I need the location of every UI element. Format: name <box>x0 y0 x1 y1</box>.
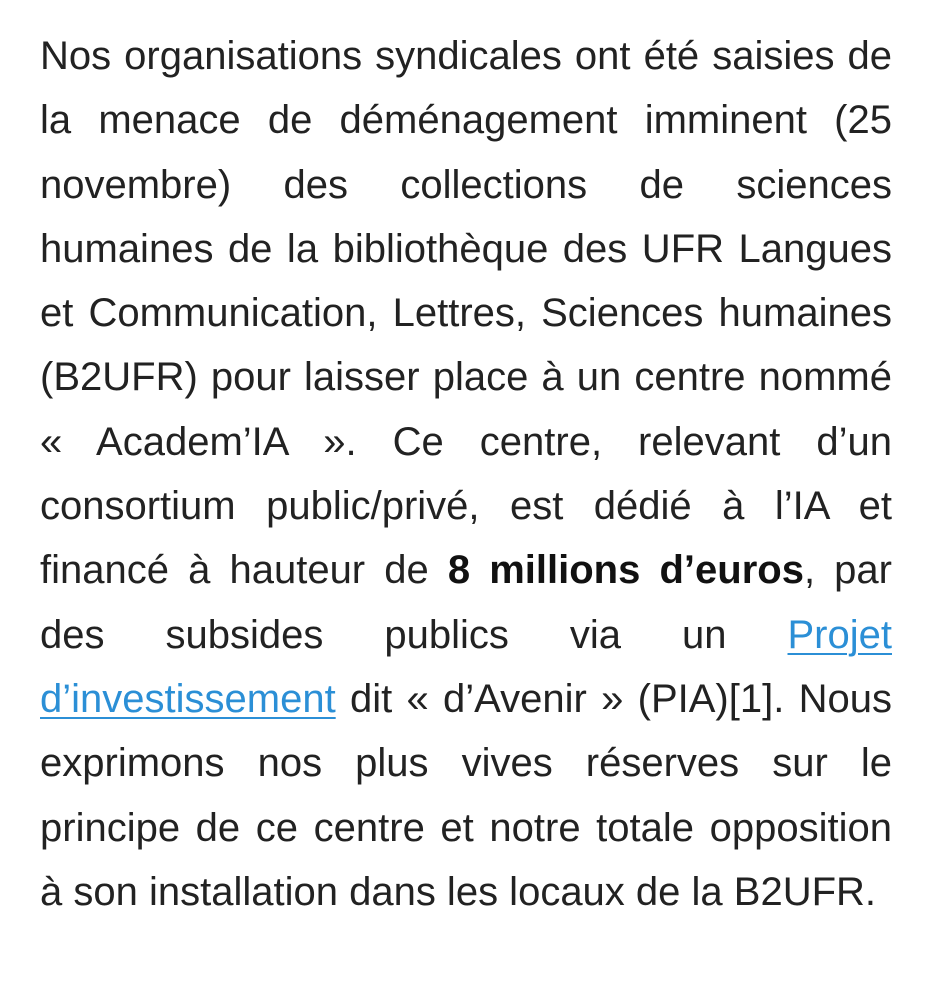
funding-amount: 8 millions d’euros <box>447 548 804 593</box>
article-paragraph <box>40 24 892 924</box>
paragraph-text-middle: , par des subsides publics via un <box>40 548 892 657</box>
investment-project-link[interactable]: Projet d’investissement <box>40 612 892 721</box>
paragraph-text-intro: Nos organisations syndicales ont été saisies de la menace de déménagement imminent (25 novembre) des collections de sciences humaines de la bibliothèque des UFR Langues et Communication, Lettres, Sciences humaines (B2UFR) pour laisser place à un centre nommé « Academ’IA ». Ce centre, relevant d’un consortium public/privé, est dédié à l’IA et financé à hauteur de <box>40 34 892 593</box>
paragraph-text-end: dit « d’Avenir » (PIA)[1]. Nous exprimons nos plus vives réserves sur le principe de ce centre et notre totale opposition à son installation dans les locaux de la B2UFR. <box>40 676 892 914</box>
